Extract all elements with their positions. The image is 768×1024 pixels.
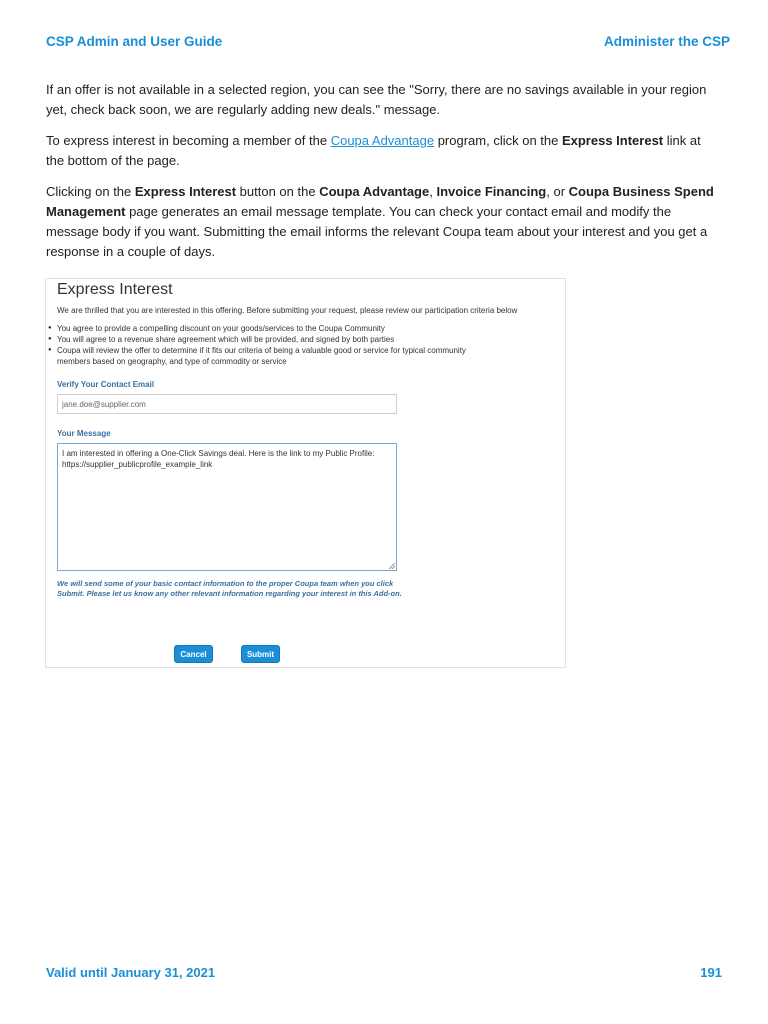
paragraph-region-unavailable <box>46 80 722 120</box>
form-title: Express Interest <box>57 281 173 298</box>
text-run: link at the bottom of the page. <box>46 133 701 168</box>
paragraph-text <box>46 131 722 171</box>
criteria-list <box>46 323 466 367</box>
coupa-advantage-link[interactable]: Coupa Advantage <box>330 133 435 148</box>
text-run: To express interest in becoming a member of the <box>46 133 331 148</box>
bold-text: Coupa Business Spend Management <box>46 184 714 219</box>
resize-handle-icon[interactable] <box>389 563 395 569</box>
bold-text: Express Interest <box>134 184 237 199</box>
email-label: Verify Your Contact Email <box>57 380 155 389</box>
message-textarea[interactable] <box>57 443 397 571</box>
message-text: I am interested in offering a One-Click Savings deal. Here is the link to my Public Profile: https://supplier_publicprofile_example_link <box>62 449 375 469</box>
bold-text: Invoice Financing <box>436 184 547 199</box>
text-run: , <box>429 184 437 199</box>
header-section-title: Administer the CSP <box>603 34 730 49</box>
submit-note: We will send some of your basic contact information to the proper Coupa team when you click Submit. Please let us know any other relevant information regarding your interest in this Add-on. <box>57 579 402 598</box>
footer-validity: Valid until January 31, 2021 <box>46 965 216 980</box>
text-run: program, click on the <box>434 133 562 148</box>
paragraph-text <box>46 182 722 262</box>
header-guide-title: CSP Admin and User Guide <box>46 34 223 49</box>
list-item: ● You will agree to a revenue share agreement which will be provided, and signed by both parties <box>46 334 466 345</box>
email-field[interactable]: jane.doe@supplier.com <box>57 394 397 414</box>
submit-button[interactable]: Submit <box>241 645 280 663</box>
text-run: , or <box>546 184 569 199</box>
list-item: ● You agree to provide a compelling discount on your goods/services to the Coupa Community <box>46 323 466 334</box>
paragraph-email-template <box>46 182 722 262</box>
text-run: page generates an email message template. You can check your contact email and modify the message body if you want. Submitting the email informs the relevant Coupa team about your interest and you get a response in a couple of days. <box>46 204 708 259</box>
express-interest-screenshot <box>45 278 566 668</box>
bold-text: Express Interest <box>561 133 664 148</box>
paragraph-express-interest <box>46 131 722 171</box>
list-item: ● Coupa will review the offer to determine if it fits our criteria of being a valuable good or service for typical community members based on geography, and type of commodity or service <box>46 345 466 367</box>
page-number: 191 <box>700 965 722 980</box>
bold-text: Coupa Advantage <box>319 184 430 199</box>
message-label: Your Message <box>57 429 111 438</box>
cancel-button[interactable]: Cancel <box>174 645 213 663</box>
text-run: button on the <box>236 184 320 199</box>
form-intro: We are thrilled that you are interested in this offering. Before submitting your request, please review our participation criteria below <box>57 306 518 315</box>
text-run: Clicking on the <box>46 184 135 199</box>
paragraph-text: If an offer is not available in a selected region, you can see the "Sorry, there are no savings available in your region yet, check back soon, we are regularly adding new deals." message. <box>46 82 707 117</box>
